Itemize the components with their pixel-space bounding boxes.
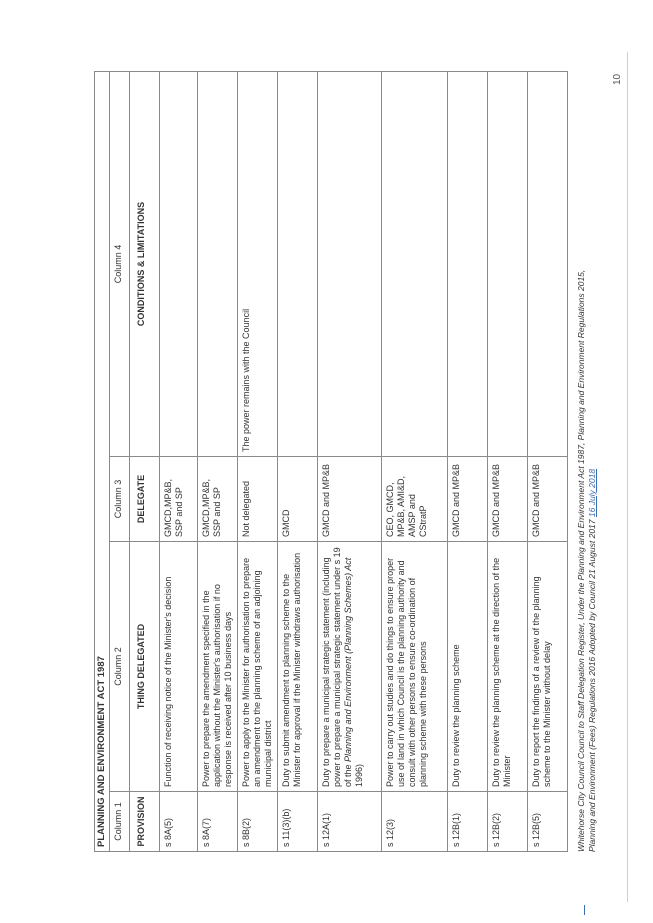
conditions-cell [448, 71, 488, 456]
table-row [382, 71, 448, 851]
table-row [198, 71, 238, 851]
thing-act-title: Planning and Environment (Planning Schemes) Act [343, 557, 353, 762]
thing-cell: Power to apply to the Minister for authorisation to prepare an amendment to the planning scheme of an adjoining municipal district [238, 542, 278, 792]
thing-text: Duty to prepare a municipal strategic statement (including power to prepare a municipal strategic statement under s 19 of the [321, 547, 353, 787]
delegate-cell: GMCD and MP&B [318, 457, 382, 542]
column-heading: DELEGATE [130, 457, 160, 542]
provision-cell: s 8A(5) [160, 792, 198, 852]
provision-cell: s 8B(2) [238, 792, 278, 852]
delegate-cell: GMCD and MP&B [528, 457, 568, 542]
footer-line-2 [587, 72, 598, 852]
provision-cell: s 12B(1) [448, 792, 488, 852]
provision-cell: s 12(3) [382, 792, 448, 852]
page-footer [576, 72, 616, 852]
conditions-cell [278, 71, 318, 456]
table-row [278, 71, 318, 851]
thing-cell: Duty to review the planning scheme at the direction of the Minister [488, 542, 528, 792]
thing-cell: Duty to submit amendment to planning scheme to the Minister for approval if the Minister withdraws authorisation [278, 542, 318, 792]
conditions-cell [318, 71, 382, 456]
provision-cell: s 12B(2) [488, 792, 528, 852]
thing-text: 1996) [354, 763, 364, 787]
column-number: Column 3 [110, 457, 130, 542]
conditions-cell [160, 71, 198, 456]
rotated-page [94, 72, 578, 852]
column-number-row [110, 71, 130, 851]
footer-line-1: Whitehorse City Council Council to Staff Delegation Register, Under the Planning and Environment Act 1987, Planning and Environment Regulations 2015, [576, 269, 586, 852]
act-title: PLANNING AND ENVIRONMENT ACT 1987 [95, 71, 110, 851]
delegate-cell: GMCD [278, 457, 318, 542]
column-heading: CONDITIONS & LIMITATIONS [130, 71, 160, 456]
delegate-cell: GMCD,MP&B, SSP and SP [198, 457, 238, 542]
delegate-cell: GMCD and MP&B [448, 457, 488, 542]
margin-rule [627, 52, 628, 902]
delegation-table [94, 71, 568, 852]
act-title-row [95, 71, 110, 851]
footer-revision-date: 16 July 2018 [587, 468, 597, 518]
conditions-cell [198, 71, 238, 456]
table-row [318, 71, 382, 851]
thing-cell [318, 542, 382, 792]
thing-cell: Function of receiving notice of the Minister's decision [160, 542, 198, 792]
footer-adopted-text: Planning and Environment (Fees) Regulations 2016 Adopted by Council 21 August 2017 [587, 519, 597, 852]
table-row [160, 71, 198, 851]
delegate-cell: Not delegated [238, 457, 278, 542]
provision-cell: s 11(3)(b) [278, 792, 318, 852]
column-number: Column 4 [110, 71, 130, 456]
column-number: Column 2 [110, 542, 130, 792]
delegate-cell: CEO, GMCD, MP&B, AMI&D, AMSP and CStratP [382, 457, 448, 542]
conditions-cell: The power remains with the Council [238, 71, 278, 456]
table-row [488, 71, 528, 851]
thing-cell: Power to prepare the amendment specified in the application without the Minister's authorisation if no response is received after 10 business days [198, 542, 238, 792]
thing-cell: Duty to review the planning scheme [448, 542, 488, 792]
delegate-cell: GMCD,MP&B, SSP and SP [160, 457, 198, 542]
thing-cell: Duty to report the findings of a review of the planning scheme to the Minister without delay [528, 542, 568, 792]
page-number: 10 [612, 73, 623, 85]
column-heading: PROVISION [130, 792, 160, 852]
provision-cell: s 8A(7) [198, 792, 238, 852]
change-bar [584, 905, 589, 915]
delegate-cell: GMCD and MP&B [488, 457, 528, 542]
column-heading-row [130, 71, 160, 851]
thing-cell: Power to carry out studies and do things to ensure proper use of land in which Council is the planning authority and consult with other persons to ensure co-ordination of planning scheme with these persons [382, 542, 448, 792]
table-row [448, 71, 488, 851]
conditions-cell [528, 71, 568, 456]
column-heading: THING DELEGATED [130, 542, 160, 792]
table-row [238, 71, 278, 851]
provision-cell: s 12B(5) [528, 792, 568, 852]
conditions-cell [488, 71, 528, 456]
conditions-cell [382, 71, 448, 456]
column-number: Column 1 [110, 792, 130, 852]
table-row [528, 71, 568, 851]
provision-cell: s 12A(1) [318, 792, 382, 852]
